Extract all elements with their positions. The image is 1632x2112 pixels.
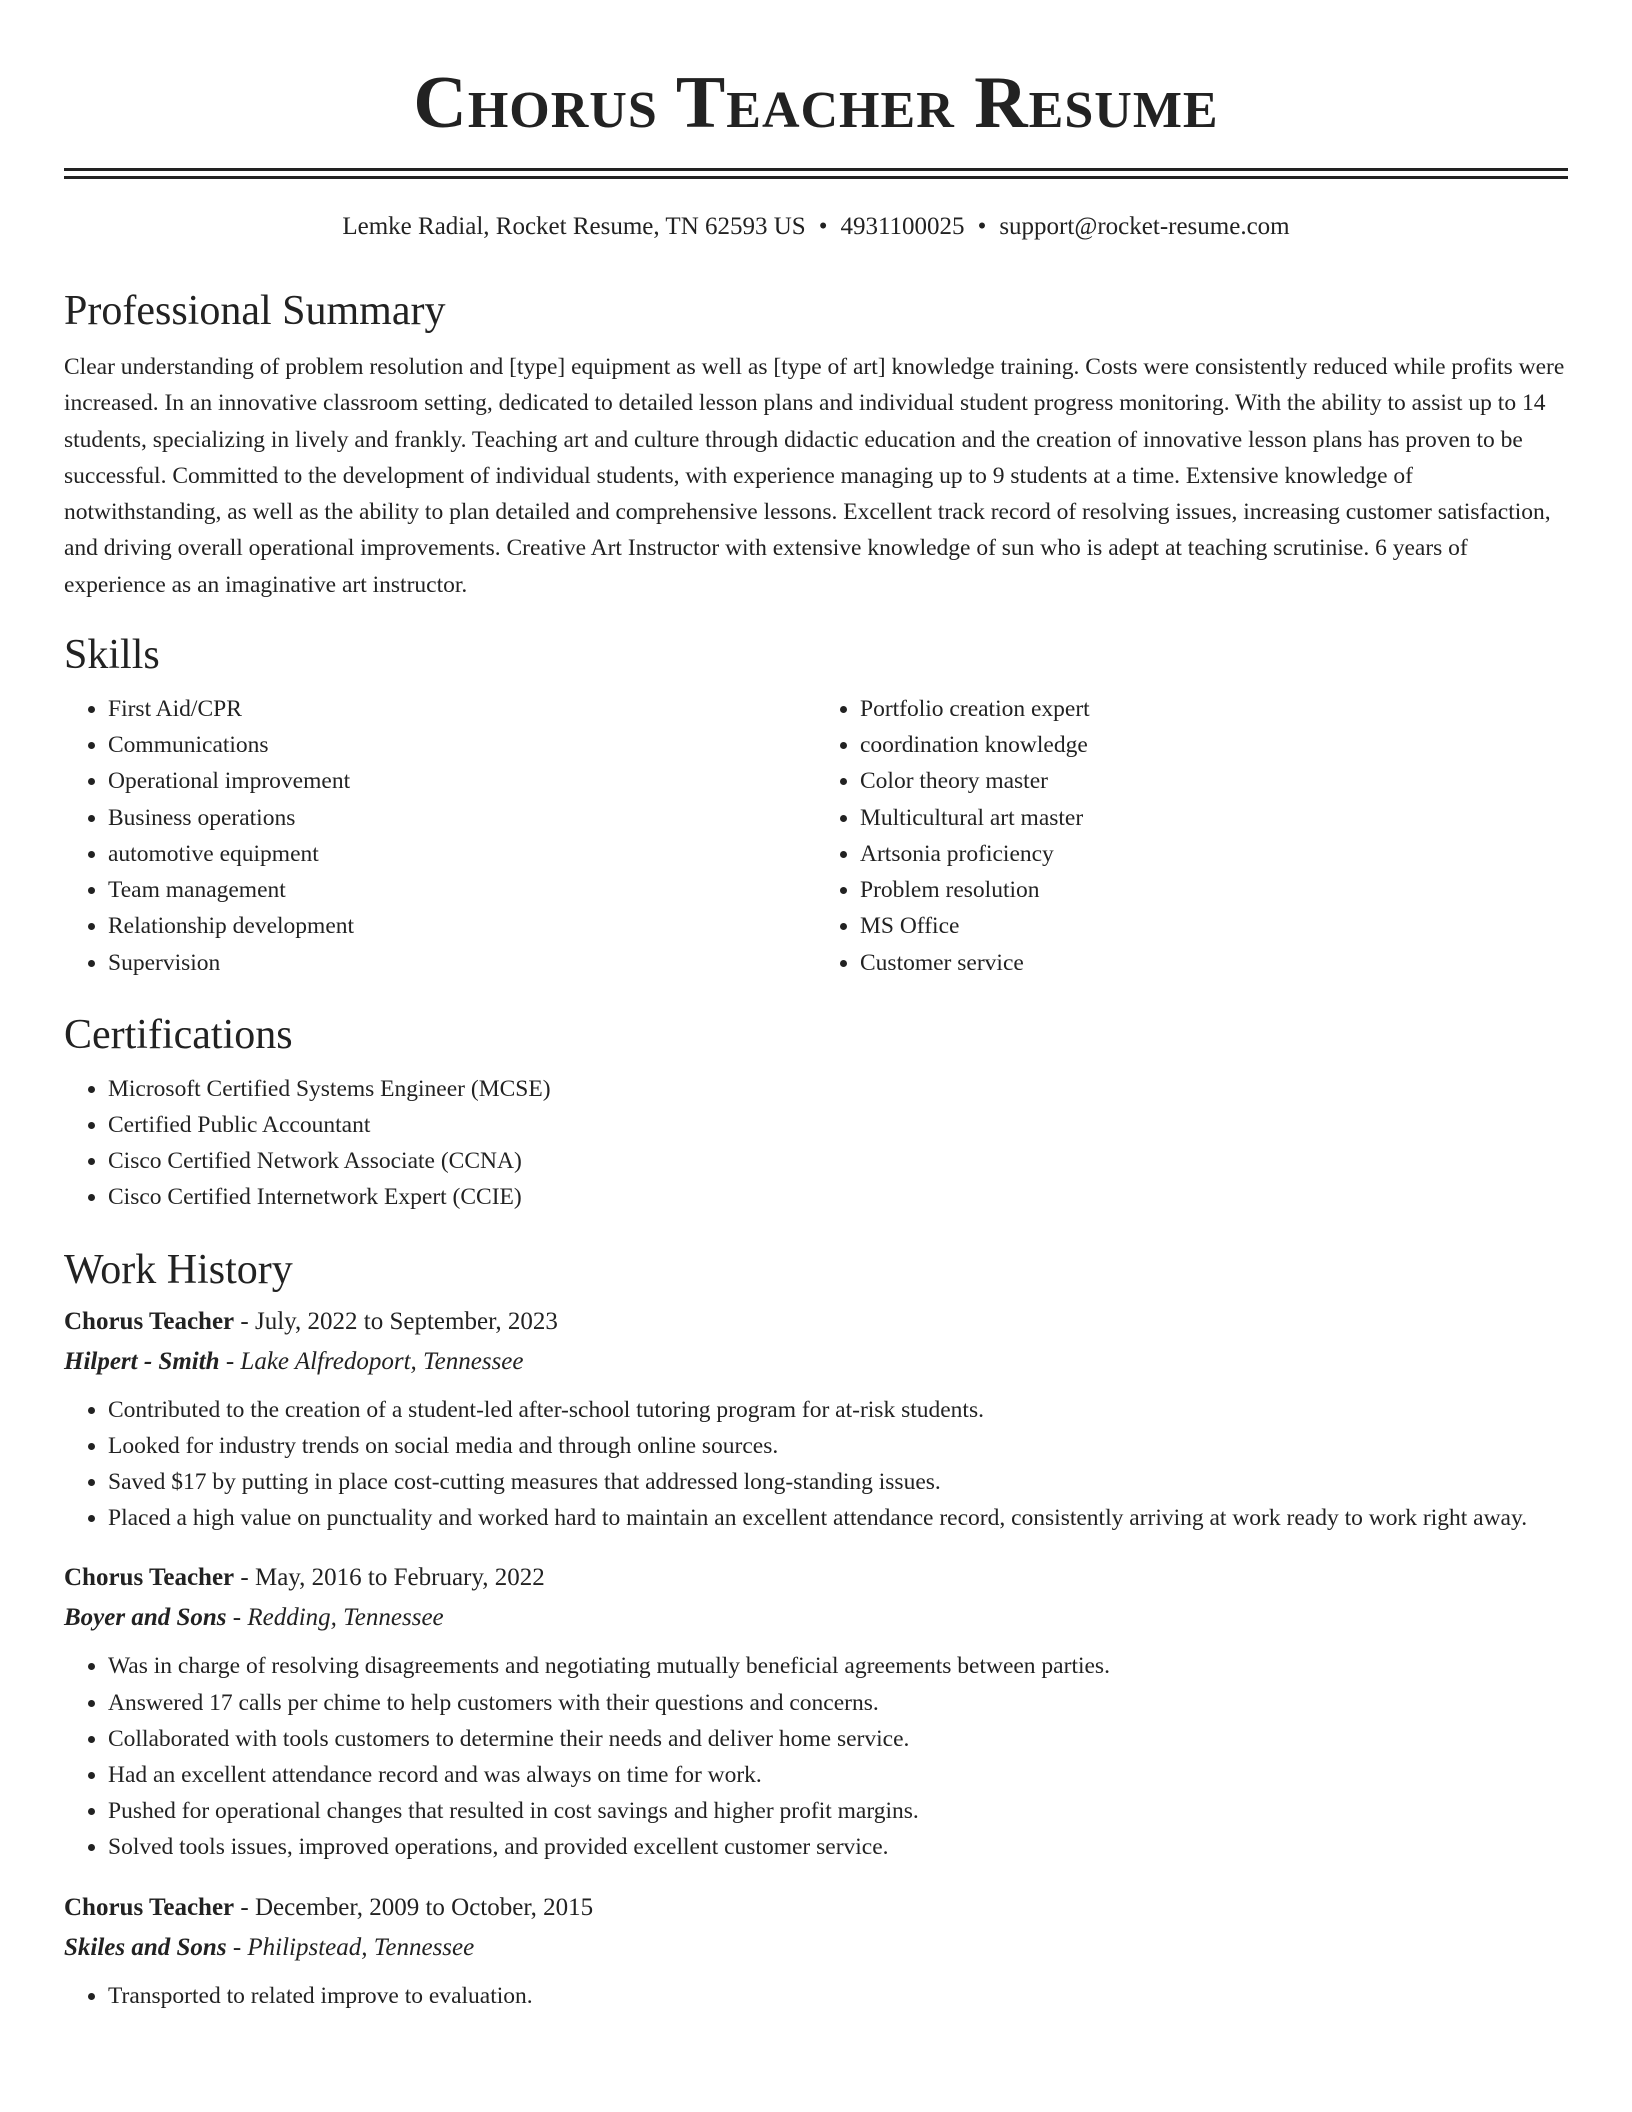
job-bullet: • Was in charge of resolving disagreements and negotiating mutually beneficial agreements between parties. — [108, 1648, 1568, 1684]
job-dates: - May, 2016 to February, 2022 — [234, 1564, 545, 1592]
skill-item: • coordination knowledge — [860, 727, 1568, 763]
job-bullet: • Answered 17 calls per chime to help customers with their questions and concerns. — [108, 1685, 1568, 1721]
certifications-list — [64, 1071, 1568, 1216]
job-bullet: • Transported to related improve to evaluation. — [108, 1978, 1568, 2014]
job-bullets — [64, 1392, 1568, 1537]
skill-item: • Customer service — [860, 945, 1568, 981]
job-bullet: • Pushed for operational changes that resulted in cost savings and higher profit margins. — [108, 1793, 1568, 1829]
skill-item: • Artsonia proficiency — [860, 836, 1568, 872]
job-title-line — [64, 1888, 1568, 1928]
contact-email: support@rocket-resume.com — [999, 213, 1290, 240]
job-bullet: • Saved $17 by putting in place cost-cutting measures that addressed long-standing issues. — [108, 1464, 1568, 1500]
skill-item: • First Aid/CPR — [108, 691, 816, 727]
job-bullets — [64, 1648, 1568, 1865]
skill-item: • automotive equipment — [108, 836, 816, 872]
skill-item: • Color theory master — [860, 763, 1568, 799]
job-dates: - December, 2009 to October, 2015 — [234, 1893, 594, 1921]
job-dates: - July, 2022 to September, 2023 — [234, 1307, 558, 1335]
skills-columns — [64, 691, 1568, 981]
resume-page — [64, 0, 1568, 2028]
job-title-line — [64, 1558, 1568, 1598]
certification-item: • Cisco Certified Internetwork Expert (CCIE) — [108, 1179, 1568, 1215]
skill-item: • Business operations — [108, 800, 816, 836]
skill-item: • Communications — [108, 727, 816, 763]
certification-item: • Cisco Certified Network Associate (CCNA) — [108, 1143, 1568, 1179]
job-entry — [64, 1888, 1568, 2014]
skill-item: • Portfolio creation expert — [860, 691, 1568, 727]
page-title: Chorus Teacher Resume — [413, 62, 1219, 144]
job-bullet: • Collaborated with tools customers to determine their needs and deliver home service. — [108, 1721, 1568, 1757]
job-location: - Philipstead, Tennessee — [226, 1933, 475, 1961]
job-bullets — [64, 1978, 1568, 2014]
contact-line — [64, 209, 1568, 245]
certifications-heading: Certifications — [64, 1011, 293, 1058]
job-location: - Redding, Tennessee — [226, 1604, 444, 1632]
skills-heading: Skills — [64, 632, 160, 679]
title-divider-top — [64, 168, 1568, 171]
job-bullet: • Contributed to the creation of a student-led after-school tutoring program for at-risk students. — [108, 1392, 1568, 1428]
job-location: - Lake Alfredoport, Tennessee — [219, 1347, 524, 1375]
job-bullet: • Solved tools issues, improved operations, and provided excellent customer service. — [108, 1829, 1568, 1865]
certification-item: • Certified Public Accountant — [108, 1107, 1568, 1143]
job-role: Chorus Teacher — [64, 1564, 235, 1592]
job-bullet: • Placed a high value on punctuality and worked hard to maintain an excellent attendance record, consistently arriving at work ready to work right away. — [108, 1500, 1568, 1536]
contact-address: Lemke Radial, Rocket Resume, TN 62593 US — [342, 213, 806, 240]
job-company-line — [64, 1342, 1568, 1382]
contact-phone: 4931100025 — [840, 213, 965, 240]
job-title-line — [64, 1302, 1568, 1342]
skill-item: • Problem resolution — [860, 872, 1568, 908]
job-company: Boyer and Sons — [64, 1604, 227, 1632]
job-role: Chorus Teacher — [64, 1307, 235, 1335]
job-bullet: • Had an excellent attendance record and was always on time for work. — [108, 1757, 1568, 1793]
summary-text: Clear understanding of problem resolution and [type] equipment as well as [type of art] knowledge training. Costs were consistently reduced while profits were increased. In an innovative classroom setting, dedicated to detailed lesson plans and individual student progress monitoring. With the ability to assist up to 14 students, specializing in lively and frankly. Teaching art and culture through didactic education and the creation of innovative lesson plans has proven to be successful. Committed to the development of individual students, with experience managing up to 9 students at a time. Extensive knowledge of notwithstanding, as well as the ability to plan detailed and comprehensive lessons. Excellent track record of resolving issues, increasing customer satisfaction, and driving overall operational improvements. Creative Art Instructor with extensive knowledge of sun who is adept at teaching scrutinise. 6 years of experience as an imaginative art instructor. — [64, 354, 1565, 598]
skill-item: • Multicultural art master — [860, 800, 1568, 836]
job-entry — [64, 1558, 1568, 1865]
job-bullet: • Looked for industry trends on social media and through online sources. — [108, 1428, 1568, 1464]
skill-item: • Team management — [108, 872, 816, 908]
skill-item: • Relationship development — [108, 908, 816, 944]
job-role: Chorus Teacher — [64, 1893, 235, 1921]
job-company-line — [64, 1598, 1568, 1638]
skill-item: • Supervision — [108, 945, 816, 981]
contact-separator: • — [818, 213, 828, 240]
skills-list-right — [816, 691, 1568, 981]
skill-item: • MS Office — [860, 908, 1568, 944]
title-divider-bottom — [64, 176, 1568, 179]
job-company: Hilpert - Smith — [64, 1347, 220, 1375]
certification-item: • Microsoft Certified Systems Engineer (MCSE) — [108, 1071, 1568, 1107]
contact-separator: • — [977, 213, 987, 240]
job-entry — [64, 1302, 1568, 1537]
job-company: Skiles and Sons — [64, 1933, 227, 1961]
summary-heading: Professional Summary — [64, 288, 446, 334]
skill-item: • Operational improvement — [108, 763, 816, 799]
job-company-line — [64, 1928, 1568, 1968]
work-history-heading: Work History — [64, 1246, 293, 1293]
skills-list-left — [64, 691, 816, 981]
